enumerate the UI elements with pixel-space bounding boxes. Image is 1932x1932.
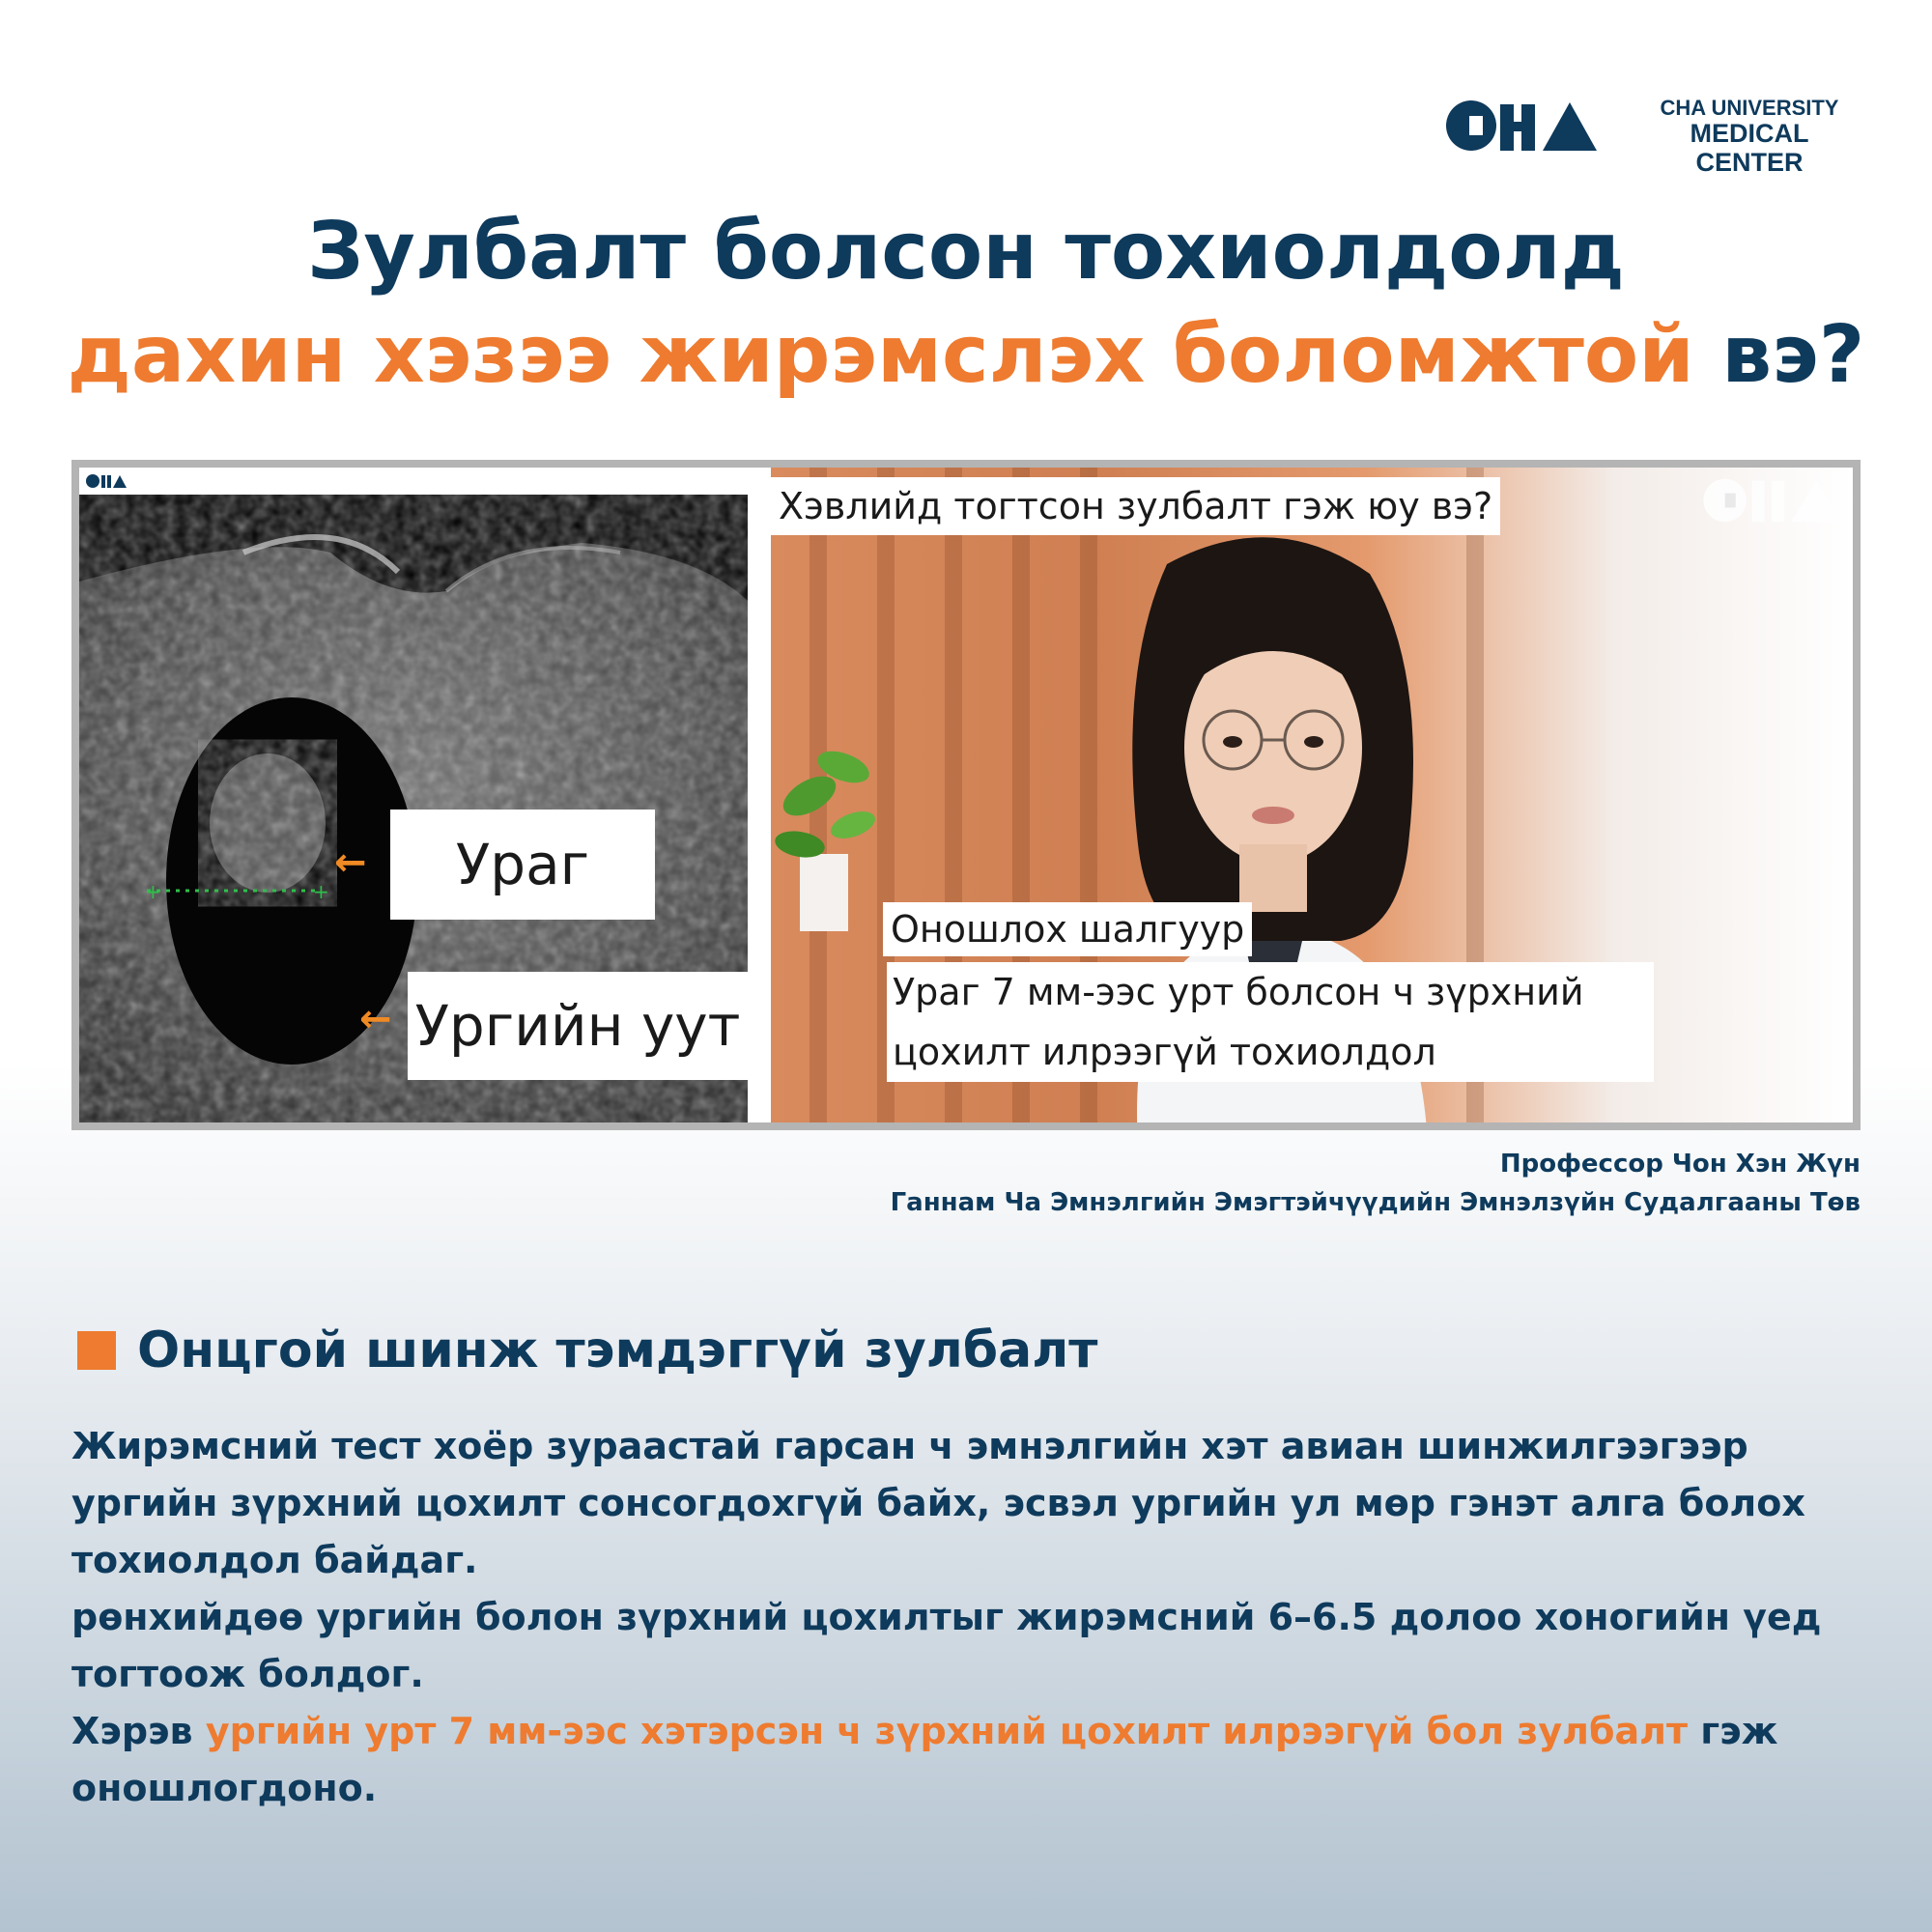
caption-question: Хэвлийд тогтсон зулбалт гэж юу вэ? — [771, 477, 1500, 535]
logo-line2: MEDICAL CENTER — [1690, 119, 1809, 177]
cha-logo-mark — [1444, 99, 1597, 153]
ultrasound-header — [79, 468, 755, 495]
title-highlight: дахин хэзээ жирэмслэх боломжтой — [67, 308, 1694, 401]
svg-text:+: + — [313, 880, 329, 903]
logo-text — [1634, 97, 1865, 178]
page-title — [0, 201, 1932, 407]
video-panel — [771, 468, 1853, 1122]
photo-frame — [71, 460, 1861, 1130]
title-line1: Зулбалт болсон тохиолдолд — [307, 206, 1625, 298]
cha-logo — [1444, 96, 1839, 177]
label-embryo: Ураг — [390, 810, 655, 920]
caption-criteria: Оношлох шалгуур — [883, 902, 1252, 956]
body-paragraph-1: Жирэмсний тест хоёр зураастай гарсан ч эмнэлгийн хэт авиан шинжилгээгээр ургийн зүрхний цохилт сонсогдохгүй байх, эсвэл ургийн ул мөр гэнэт алга болох тохиолдол байдаг. — [71, 1425, 1805, 1581]
sac-arrow-icon: ← — [359, 997, 392, 1041]
svg-text:+: + — [145, 880, 161, 903]
orange-square-icon — [77, 1331, 116, 1370]
caption-description — [887, 962, 1654, 1082]
credit-name: Профессор Чон Хэн Жүн — [1499, 1150, 1861, 1179]
caption-desc-line2: цохилт илрээгүй тохиолдол — [893, 1031, 1436, 1073]
video-cha-logo-icon — [1698, 475, 1843, 526]
ultrasound-panel — [79, 468, 755, 1122]
credit-affiliation: Ганнам Ча Эмнэлгийн Эмэгтэйчүүдийн Эмнэлзүйн Судалгааны Төв — [890, 1188, 1861, 1217]
body-p3-end: гэж оношлогдоно. — [71, 1710, 1778, 1809]
caption-desc-line1: Ураг 7 мм-ээс урт болсон ч зүрхний — [893, 971, 1584, 1013]
photo-inner — [79, 468, 1853, 1122]
embryo-arrow-icon: ← — [334, 840, 367, 885]
section-title: Онцгой шинж тэмдэггүй зулбалт — [137, 1321, 1098, 1379]
logo-line1: CHA UNIVERSITY — [1660, 96, 1839, 120]
body-p3-highlight: ургийн урт 7 мм-ээс хэтэрсэн ч зүрхний цохилт илрээгүй бол зулбалт — [205, 1710, 1689, 1752]
photo-credit — [891, 1145, 1861, 1222]
body-paragraph-2: рөнхийдөө ургийн болон зүрхний цохилтыг жирэмсний 6–6.5 долоо хоногийн үед тогтоож болдог. — [71, 1596, 1822, 1695]
plant-icon — [771, 709, 887, 931]
mini-cha-logo-icon — [85, 473, 128, 489]
title-line2 — [0, 304, 1932, 408]
section-heading — [77, 1321, 1097, 1379]
body-p3-start: Хэрэв — [71, 1710, 206, 1752]
label-gestational-sac: Ургийн уут — [408, 972, 748, 1080]
body-paragraph-3 — [71, 1703, 1868, 1817]
body-text — [71, 1418, 1868, 1817]
title-rest: вэ? — [1693, 308, 1865, 401]
